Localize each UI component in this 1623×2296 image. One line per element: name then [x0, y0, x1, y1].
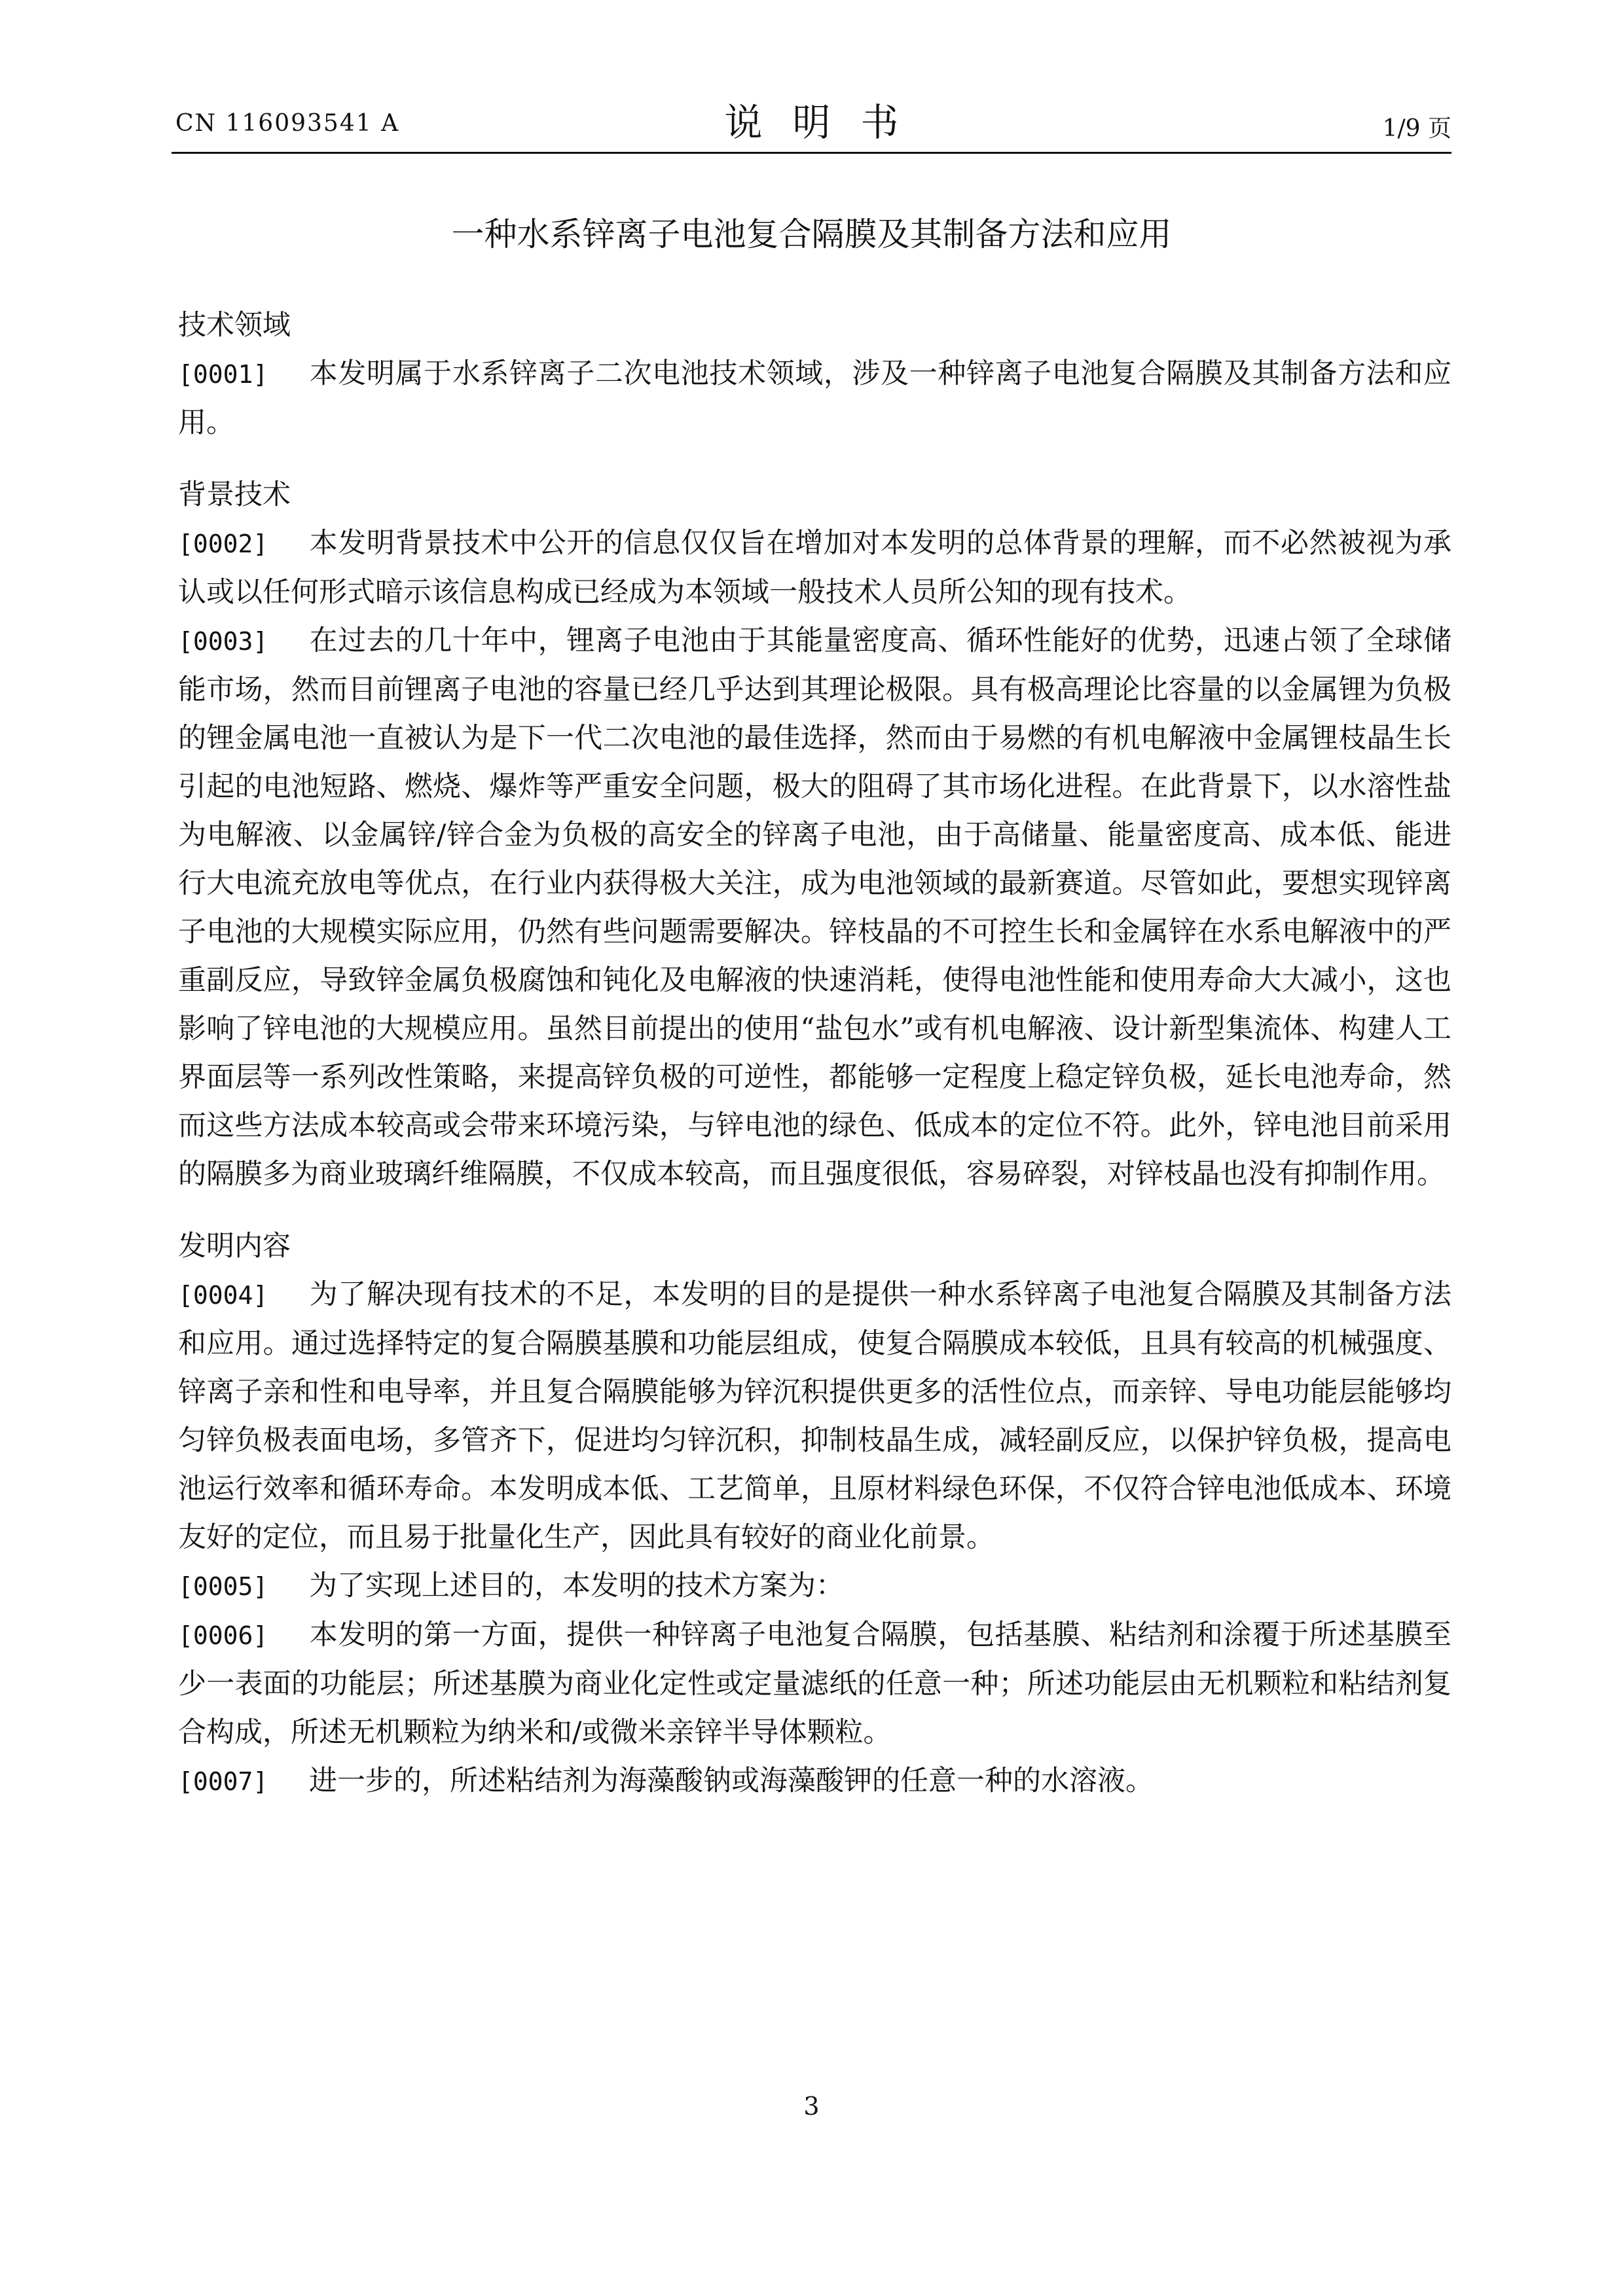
section-heading: 背景技术 — [178, 478, 291, 511]
paragraph — [178, 1757, 1451, 1806]
paragraph — [178, 1611, 1451, 1757]
paragraph-text: 进一步的，所述粘结剂为海藻酸钠或海藻酸钾的任意一种的水溶液。 — [309, 1765, 1154, 1797]
paragraph-text: 本发明属于水系锌离子二次电池技术领域，涉及一种锌离子电池复合隔膜及其制备方法和应用。 — [178, 357, 1451, 439]
paragraph-number: [0004] — [178, 1281, 268, 1310]
paragraph — [178, 1270, 1451, 1562]
paragraph-number: [0006] — [178, 1621, 268, 1650]
paragraph-number: [0007] — [178, 1767, 268, 1796]
paragraph — [178, 519, 1451, 617]
paragraph-number: [0005] — [178, 1572, 268, 1601]
paragraph — [178, 350, 1451, 447]
paragraph-text: 为了实现上述目的，本发明的技术方案为： — [309, 1570, 844, 1602]
paragraph-number: [0003] — [178, 627, 268, 656]
paragraph — [178, 1562, 1451, 1611]
paragraph-number: [0001] — [178, 360, 268, 389]
paragraph-text: 本发明的第一方面，提供一种锌离子电池复合隔膜，包括基膜、粘结剂和涂覆于所述基膜至少一表面的功能层；所述基膜为商业化定性或定量滤纸的任意一种；所述功能层由无机颗粒和粘结剂复合构成，所述无机颗粒为纳米和/或微米亲锌半导体颗粒。 — [178, 1619, 1451, 1749]
paragraph-text: 为了解决现有技术的不足，本发明的目的是提供一种水系锌离子电池复合隔膜及其制备方法和应用。通过选择特定的复合隔膜基膜和功能层组成，使复合隔膜成本较低，且具有较高的机械强度、锌离子亲和性和电导率，并且复合隔膜能够为锌沉积提供更多的活性位点，而亲锌、导电功能层能够均匀锌负极表面电场，多管齐下，促进均匀锌沉积，抑制枝晶生成，减轻副反应，以保护锌负极，提高电池运行效率和循环寿命。本发明成本低、工艺简单，且原材料绿色环保，不仅符合锌电池低成本、环境友好的定位，而且易于批量化生产，因此具有较好的商业化前景。 — [178, 1278, 1451, 1554]
document-type: 说明书 — [724, 100, 929, 145]
paragraph-text: 本发明背景技术中公开的信息仅仅旨在增加对本发明的总体背景的理解，而不必然被视为承认或以任何形式暗示该信息构成已经成为本领域一般技术人员所公知的现有技术。 — [178, 527, 1451, 609]
paragraph-number: [0002] — [178, 529, 268, 558]
section-heading: 技术领域 — [178, 309, 291, 342]
document-title: 一种水系锌离子电池复合隔膜及其制备方法和应用 — [451, 215, 1172, 253]
header-rule — [172, 152, 1451, 154]
publication-number: CN 116093541 A — [175, 110, 400, 137]
document-body — [178, 301, 1451, 1806]
section-heading: 发明内容 — [178, 1230, 291, 1263]
paragraph — [178, 617, 1451, 1198]
paragraph-text: 在过去的几十年中，锂离子电池由于其能量密度高、循环性能好的优势，迅速占领了全球储能市场，然而目前锂离子电池的容量已经几乎达到其理论极限。具有极高理论比容量的以金属锂为负极的锂金属电池一直被认为是下一代二次电池的最佳选择，然而由于易燃的有机电解液中金属锂枝晶生长引起的电池短路、燃烧、爆炸等严重安全问题，极大的阻碍了其市场化进程。在此背景下，以水溶性盐为电解液、以金属锌/锌合金为负极的高安全的锌离子电池，由于高储量、能量密度高、成本低、能进行大电流充放电等优点，在行业内获得极大关注，成为电池领域的最新赛道。尽管如此，要想实现锌离子电池的大规模实际应用，仍然有些问题需要解决。锌枝晶的不可控生长和金属锌在水系电解液中的严重副反应，导致锌金属负极腐蚀和钝化及电解液的快速消耗，使得电池性能和使用寿命大大减小，这也影响了锌电池的大规模应用。虽然目前提出的使用“盐包水”或有机电解液、设计新型集流体、构建人工界面层等一系列改性策略，来提高锌负极的可逆性，都能够一定程度上稳定锌负极，延长电池寿命，然而这些方法成本较高或会带来环境污染，与锌电池的绿色、低成本的定位不符。此外，锌电池目前采用的隔膜多为商业玻璃纤维隔膜，不仅成本较高，而且强度很低，容易碎裂，对锌枝晶也没有抑制作用。 — [178, 624, 1451, 1191]
page-number: 3 — [803, 2092, 820, 2121]
page-info: 1/9 页 — [1382, 115, 1451, 142]
